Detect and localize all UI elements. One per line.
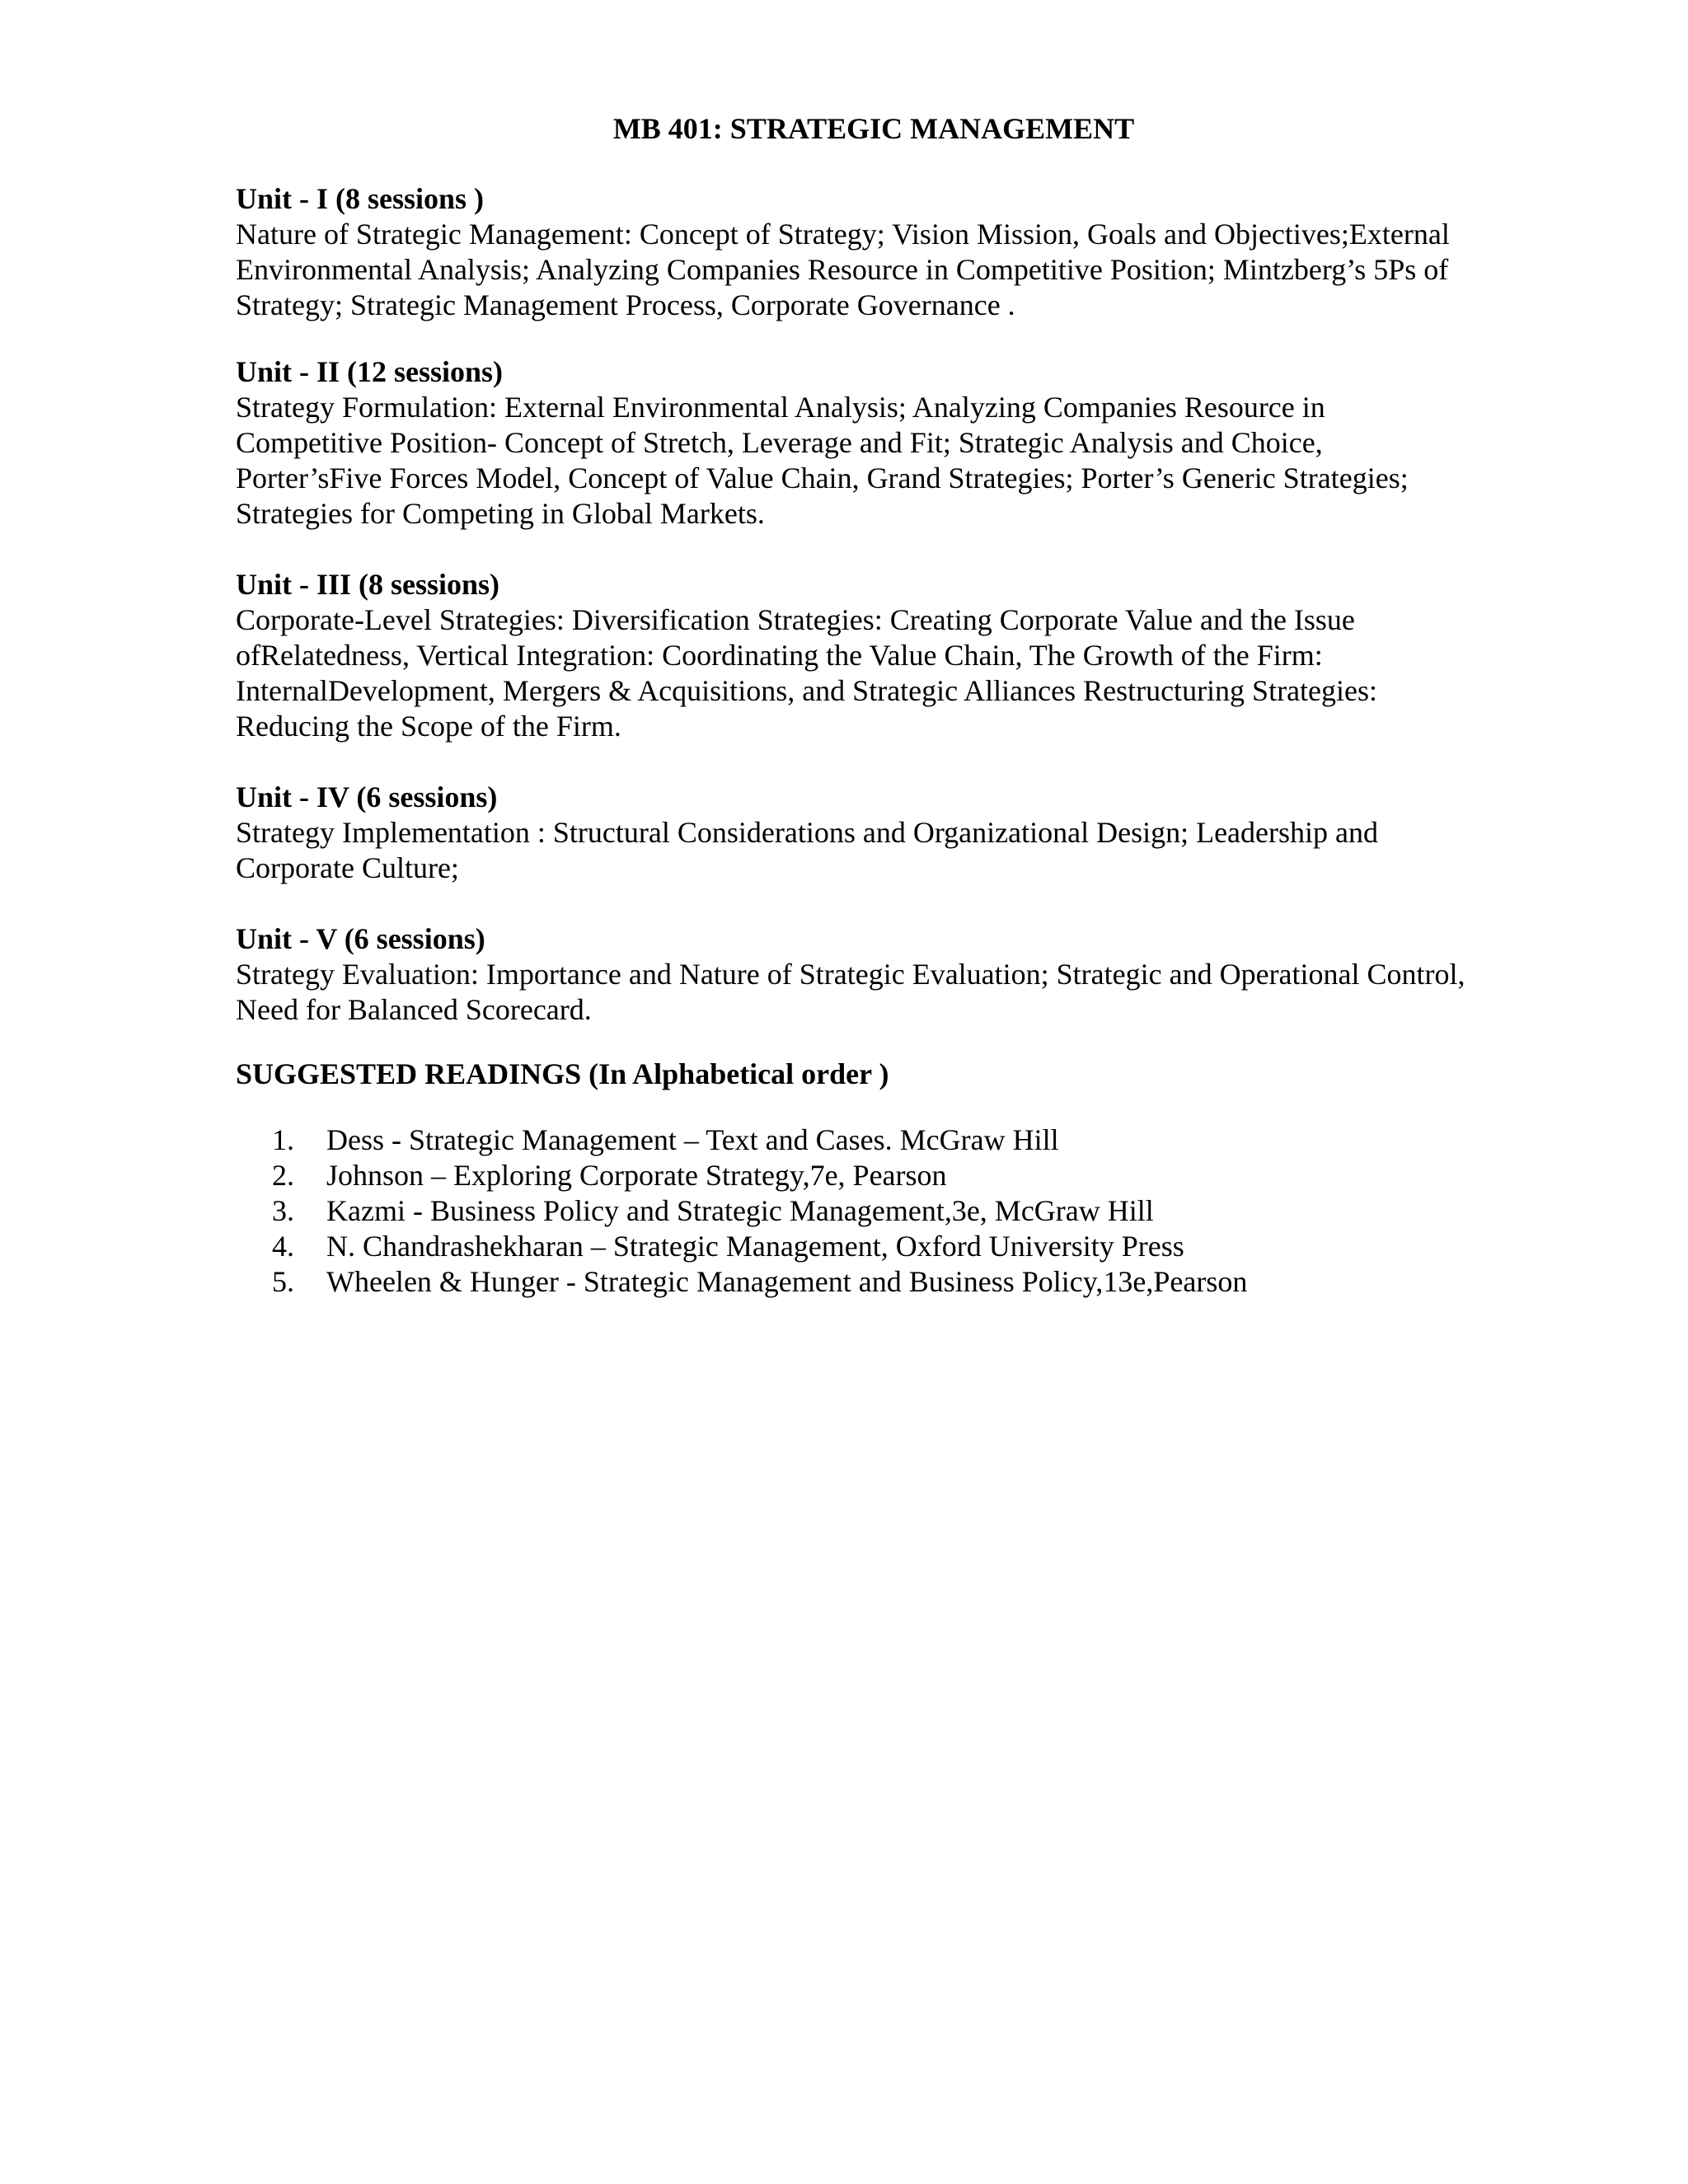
unit-section-3 [236, 567, 1522, 744]
unit-text-line: Corporate Culture; [236, 851, 459, 884]
reading-item [272, 1122, 1247, 1158]
unit-section-1 [236, 181, 1522, 323]
unit-text-line: Competitive Position- Concept of Stretch, Leverage and Fit; Strategic Analysis and Choice, [236, 426, 1323, 459]
unit-text-line: InternalDevelopment, Mergers & Acquisitions, and Strategic Alliances Restructuring Strategies: [236, 674, 1378, 707]
reading-number: 4. [272, 1230, 294, 1263]
reading-text: N. Chandrashekharan – Strategic Management, Oxford University Press [326, 1230, 1184, 1263]
reading-text: Wheelen & Hunger - Strategic Management and Business Policy,13e,Pearson [326, 1265, 1248, 1298]
readings-list [272, 1122, 1247, 1300]
unit-heading: Unit - I (8 sessions ) [236, 182, 485, 215]
reading-number: 1. [272, 1123, 294, 1156]
unit-text-line: Strategies for Competing in Global Markets. [236, 497, 765, 530]
readings-heading: SUGGESTED READINGS (In Alphabetical order ) [236, 1057, 889, 1090]
unit-text-line: Corporate-Level Strategies: Diversification Strategies: Creating Corporate Value and the Issue [236, 603, 1355, 636]
unit-section-2 [236, 354, 1522, 532]
unit-text-line: Strategy Implementation : Structural Considerations and Organizational Design; Leadership and [236, 816, 1378, 849]
unit-heading: Unit - V (6 sessions) [236, 922, 485, 955]
unit-heading: Unit - III (8 sessions) [236, 568, 500, 601]
unit-text-line: Porter’sFive Forces Model, Concept of Value Chain, Grand Strategies; Porter’s Generic Strategies; [236, 462, 1409, 494]
unit-heading: Unit - II (12 sessions) [236, 355, 504, 388]
reading-number: 5. [272, 1265, 294, 1298]
reading-item [272, 1193, 1247, 1229]
reading-item [272, 1264, 1247, 1300]
reading-text: Johnson – Exploring Corporate Strategy,7e, Pearson [326, 1159, 947, 1192]
unit-section-4 [236, 780, 1522, 886]
unit-text-line: ofRelatedness, Vertical Integration: Coordinating the Value Chain, The Growth of the Firm: [236, 639, 1323, 672]
reading-item [272, 1229, 1247, 1264]
unit-section-5 [236, 921, 1522, 1028]
reading-number: 2. [272, 1159, 294, 1192]
unit-text-line: Environmental Analysis; Analyzing Companies Resource in Competitive Position; Mintzberg’s 5Ps of [236, 253, 1449, 286]
reading-text: Kazmi - Business Policy and Strategic Management,3e, McGraw Hill [326, 1194, 1154, 1227]
unit-text-line: Strategy; Strategic Management Process, Corporate Governance . [236, 288, 1015, 321]
unit-text-line: Need for Balanced Scorecard. [236, 993, 592, 1026]
unit-text-line: Reducing the Scope of the Firm. [236, 710, 621, 743]
unit-text-line: Strategy Formulation: External Environmental Analysis; Analyzing Companies Resource in [236, 391, 1325, 424]
reading-number: 3. [272, 1194, 294, 1227]
unit-text-line: Strategy Evaluation: Importance and Nature of Strategic Evaluation; Strategic and Operational Control, [236, 958, 1465, 991]
reading-item [272, 1158, 1247, 1193]
unit-heading: Unit - IV (6 sessions) [236, 780, 498, 813]
unit-text-line: Nature of Strategic Management: Concept of Strategy; Vision Mission, Goals and Objectives;External [236, 218, 1450, 251]
page-title: MB 401: STRATEGIC MANAGEMENT [612, 112, 1135, 145]
reading-text: Dess - Strategic Management – Text and Cases. McGraw Hill [326, 1123, 1059, 1156]
